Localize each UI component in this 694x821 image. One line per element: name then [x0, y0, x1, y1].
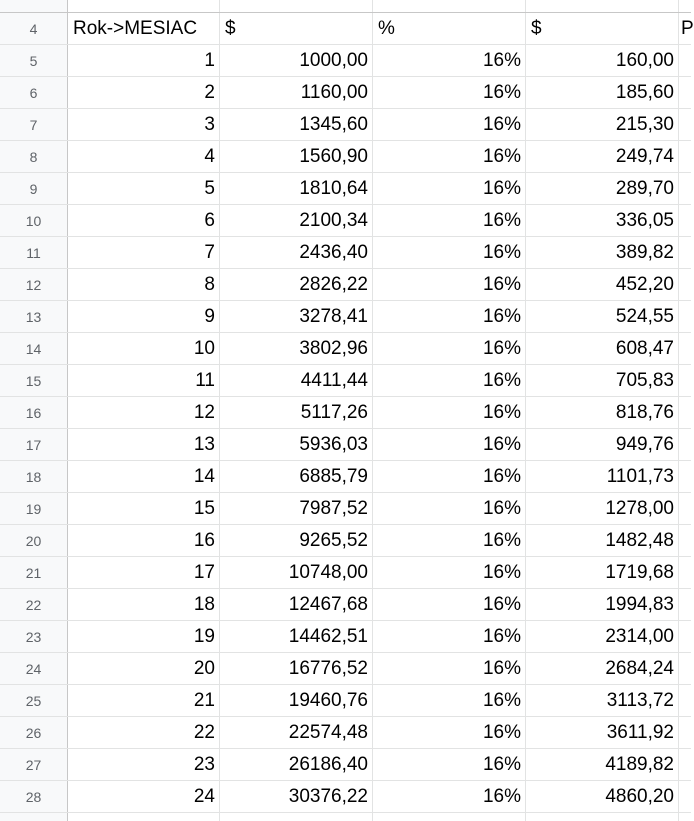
cell[interactable]	[679, 749, 691, 780]
cell-amount[interactable]: 30376,22	[220, 781, 373, 812]
cell-month[interactable]: 5	[68, 173, 220, 204]
cell[interactable]	[679, 397, 691, 428]
table-row	[0, 461, 691, 493]
row-header[interactable]: 12	[0, 269, 68, 300]
cell-month[interactable]: 3	[68, 109, 220, 140]
cell-month[interactable]: 19	[68, 621, 220, 652]
cell-amount[interactable]: 10748,00	[220, 557, 373, 588]
cell-amount[interactable]: 22574,48	[220, 717, 373, 748]
cell-rate[interactable]: 16%	[373, 365, 526, 396]
cell-rate[interactable]: 16%	[373, 461, 526, 492]
table-row	[0, 557, 691, 589]
cell-month[interactable]: 14	[68, 461, 220, 492]
partial-top-row	[0, 0, 691, 13]
cell[interactable]	[679, 653, 691, 684]
row-header[interactable]: 6	[0, 77, 68, 108]
cell-month[interactable]: 1	[68, 45, 220, 76]
cell-amount[interactable]: 6885,79	[220, 461, 373, 492]
cell-interest[interactable]: 249,74	[526, 141, 679, 172]
cell-interest[interactable]: 185,60	[526, 77, 679, 108]
row-header[interactable]: 19	[0, 493, 68, 524]
table-row	[0, 493, 691, 525]
cell-amount[interactable]: 1000,00	[220, 45, 373, 76]
cell-interest[interactable]: 1278,00	[526, 493, 679, 524]
row-header[interactable]: 8	[0, 141, 68, 172]
cell-interest[interactable]: 336,05	[526, 205, 679, 236]
cell-rate[interactable]: 16%	[373, 301, 526, 332]
cell[interactable]	[679, 813, 691, 821]
cell[interactable]	[679, 621, 691, 652]
header-cell-next[interactable]: P	[681, 18, 694, 39]
table-row	[0, 269, 691, 301]
cell-month[interactable]: 23	[68, 749, 220, 780]
row-header[interactable]: 20	[0, 525, 68, 556]
row-header[interactable]	[0, 0, 68, 12]
cell-amount[interactable]: 19460,76	[220, 685, 373, 716]
row-header[interactable]: 25	[0, 685, 68, 716]
cell[interactable]	[679, 333, 691, 364]
cell-interest[interactable]: 1719,68	[526, 557, 679, 588]
cell[interactable]	[679, 781, 691, 812]
cell-rate[interactable]: 16%	[373, 557, 526, 588]
cell-rate[interactable]: 16%	[373, 237, 526, 268]
table-row	[0, 301, 691, 333]
cell[interactable]	[679, 109, 691, 140]
table-row	[0, 653, 691, 685]
cell-rate[interactable]: 16%	[373, 269, 526, 300]
cell-interest[interactable]: 389,82	[526, 237, 679, 268]
cell-month[interactable]: 18	[68, 589, 220, 620]
cell[interactable]	[679, 205, 691, 236]
cell-rate[interactable]: 16%	[373, 685, 526, 716]
cell-amount[interactable]: 12467,68	[220, 589, 373, 620]
cell-amount[interactable]: 2826,22	[220, 269, 373, 300]
cell-amount[interactable]: 5117,26	[220, 397, 373, 428]
cell-rate[interactable]: 16%	[373, 141, 526, 172]
table-row	[0, 749, 691, 781]
cell-interest[interactable]: 949,76	[526, 429, 679, 460]
cell-month[interactable]: 4	[68, 141, 220, 172]
cell-month[interactable]: 6	[68, 205, 220, 236]
cell-month[interactable]: 15	[68, 493, 220, 524]
cell-amount[interactable]: 3278,41	[220, 301, 373, 332]
row-header[interactable]: 9	[0, 173, 68, 204]
cell-rate[interactable]: 16%	[373, 333, 526, 364]
cell-amount[interactable]: 4411,44	[220, 365, 373, 396]
cell[interactable]	[373, 0, 526, 12]
table-row	[0, 429, 691, 461]
cell-amount[interactable]: 2100,34	[220, 205, 373, 236]
cell-interest[interactable]: 2684,24	[526, 653, 679, 684]
row-header[interactable]: 14	[0, 333, 68, 364]
cell-interest[interactable]: 3611,92	[526, 717, 679, 748]
cell-interest[interactable]: 160,00	[526, 45, 679, 76]
cell-rate[interactable]: 16%	[373, 77, 526, 108]
table-row	[0, 525, 691, 557]
cell-rate[interactable]: 16%	[373, 621, 526, 652]
cell-month[interactable]: 7	[68, 237, 220, 268]
cell-interest[interactable]: 1994,83	[526, 589, 679, 620]
cell-amount[interactable]: 9265,52	[220, 525, 373, 556]
table-row	[0, 333, 691, 365]
cell-rate[interactable]: 16%	[373, 493, 526, 524]
row-header[interactable]: 15	[0, 365, 68, 396]
cell-month[interactable]: 10	[68, 333, 220, 364]
cell-interest[interactable]: 818,76	[526, 397, 679, 428]
cell[interactable]	[679, 717, 691, 748]
cell-interest[interactable]: 608,47	[526, 333, 679, 364]
header-cell-rate[interactable]: %	[373, 13, 526, 44]
cell-amount[interactable]: 5936,03	[220, 429, 373, 460]
row-header[interactable]: 23	[0, 621, 68, 652]
cell-amount[interactable]: 3802,96	[220, 333, 373, 364]
cell[interactable]	[68, 813, 220, 821]
table-row	[0, 621, 691, 653]
table-row	[0, 205, 691, 237]
table-row	[0, 237, 691, 269]
table-row	[0, 77, 691, 109]
row-header[interactable]: 26	[0, 717, 68, 748]
cell[interactable]	[679, 525, 691, 556]
row-header[interactable]: 18	[0, 461, 68, 492]
cell-rate[interactable]: 16%	[373, 653, 526, 684]
cell-amount[interactable]: 16776,52	[220, 653, 373, 684]
cell[interactable]	[679, 141, 691, 172]
cell-month[interactable]: 21	[68, 685, 220, 716]
cell-rate[interactable]: 16%	[373, 173, 526, 204]
cell[interactable]	[679, 557, 691, 588]
cell[interactable]	[220, 0, 373, 12]
cell[interactable]	[679, 301, 691, 332]
row-header[interactable]: 21	[0, 557, 68, 588]
row-header[interactable]: 22	[0, 589, 68, 620]
cell-interest[interactable]: 289,70	[526, 173, 679, 204]
cell[interactable]	[526, 813, 679, 821]
cell[interactable]	[526, 0, 679, 12]
cell-month[interactable]: 16	[68, 525, 220, 556]
row-header[interactable]: 13	[0, 301, 68, 332]
header-cell-interest[interactable]: $	[526, 13, 679, 44]
cell-amount[interactable]: 1560,90	[220, 141, 373, 172]
cell-interest[interactable]: 2314,00	[526, 621, 679, 652]
cell[interactable]	[679, 685, 691, 716]
row-header[interactable]: 24	[0, 653, 68, 684]
cell-month[interactable]: 20	[68, 653, 220, 684]
cell-interest[interactable]: 524,55	[526, 301, 679, 332]
row-header[interactable]: 4	[0, 13, 68, 44]
row-header[interactable]	[0, 813, 68, 821]
cell-month[interactable]: 8	[68, 269, 220, 300]
cell-rate[interactable]: 16%	[373, 781, 526, 812]
cell-month[interactable]: 24	[68, 781, 220, 812]
table-row	[0, 365, 691, 397]
cell[interactable]	[679, 45, 691, 76]
table-row	[0, 589, 691, 621]
cell[interactable]	[679, 461, 691, 492]
table-header-row	[0, 13, 694, 45]
cell-amount[interactable]: 2436,40	[220, 237, 373, 268]
cell-interest[interactable]: 452,20	[526, 269, 679, 300]
cell[interactable]	[679, 429, 691, 460]
cell-amount[interactable]: 1810,64	[220, 173, 373, 204]
cell[interactable]	[373, 813, 526, 821]
table-row	[0, 717, 691, 749]
row-header[interactable]: 10	[0, 205, 68, 236]
cell-interest[interactable]: 705,83	[526, 365, 679, 396]
cell[interactable]	[679, 493, 691, 524]
cell-rate[interactable]: 16%	[373, 109, 526, 140]
cell-amount[interactable]: 14462,51	[220, 621, 373, 652]
row-header[interactable]: 7	[0, 109, 68, 140]
cell-month[interactable]: 13	[68, 429, 220, 460]
cell-amount[interactable]: 1160,00	[220, 77, 373, 108]
table-row	[0, 45, 691, 77]
cell-month[interactable]: 11	[68, 365, 220, 396]
cell-rate[interactable]: 16%	[373, 45, 526, 76]
partial-bottom-row	[0, 813, 691, 821]
table-row	[0, 141, 691, 173]
row-header[interactable]: 16	[0, 397, 68, 428]
cell-month[interactable]: 22	[68, 717, 220, 748]
row-header[interactable]: 11	[0, 237, 68, 268]
cell-interest[interactable]: 4860,20	[526, 781, 679, 812]
header-cell-month[interactable]: Rok->MESIAC	[68, 13, 220, 44]
row-header[interactable]: 17	[0, 429, 68, 460]
cell-month[interactable]: 17	[68, 557, 220, 588]
cell-month[interactable]: 9	[68, 301, 220, 332]
cell[interactable]	[68, 0, 220, 12]
cell-rate[interactable]: 16%	[373, 205, 526, 236]
table-row	[0, 781, 691, 813]
cell-rate[interactable]: 16%	[373, 717, 526, 748]
cell-rate[interactable]: 16%	[373, 429, 526, 460]
cell-interest[interactable]: 1101,73	[526, 461, 679, 492]
cell-rate[interactable]: 16%	[373, 525, 526, 556]
cell[interactable]	[679, 365, 691, 396]
table-row	[0, 173, 691, 205]
cell[interactable]	[679, 589, 691, 620]
cell-rate[interactable]: 16%	[373, 749, 526, 780]
cell[interactable]	[679, 269, 691, 300]
cell-interest[interactable]: 4189,82	[526, 749, 679, 780]
cell-amount[interactable]: 7987,52	[220, 493, 373, 524]
table-row	[0, 397, 691, 429]
row-header[interactable]: 28	[0, 781, 68, 812]
table-row	[0, 109, 691, 141]
cell[interactable]	[220, 813, 373, 821]
row-header[interactable]: 5	[0, 45, 68, 76]
cell-interest[interactable]: 3113,72	[526, 685, 679, 716]
cell[interactable]	[679, 0, 691, 12]
cell[interactable]	[679, 237, 691, 268]
cell-month[interactable]: 2	[68, 77, 220, 108]
cell-rate[interactable]: 16%	[373, 589, 526, 620]
cell-rate[interactable]: 16%	[373, 397, 526, 428]
table-row	[0, 685, 691, 717]
cell-amount[interactable]: 26186,40	[220, 749, 373, 780]
cell-interest[interactable]: 215,30	[526, 109, 679, 140]
cell-month[interactable]: 12	[68, 397, 220, 428]
cell[interactable]	[679, 173, 691, 204]
cell[interactable]	[679, 77, 691, 108]
row-header[interactable]: 27	[0, 749, 68, 780]
cell-amount[interactable]: 1345,60	[220, 109, 373, 140]
header-cell-amount[interactable]: $	[220, 13, 373, 44]
cell-interest[interactable]: 1482,48	[526, 525, 679, 556]
